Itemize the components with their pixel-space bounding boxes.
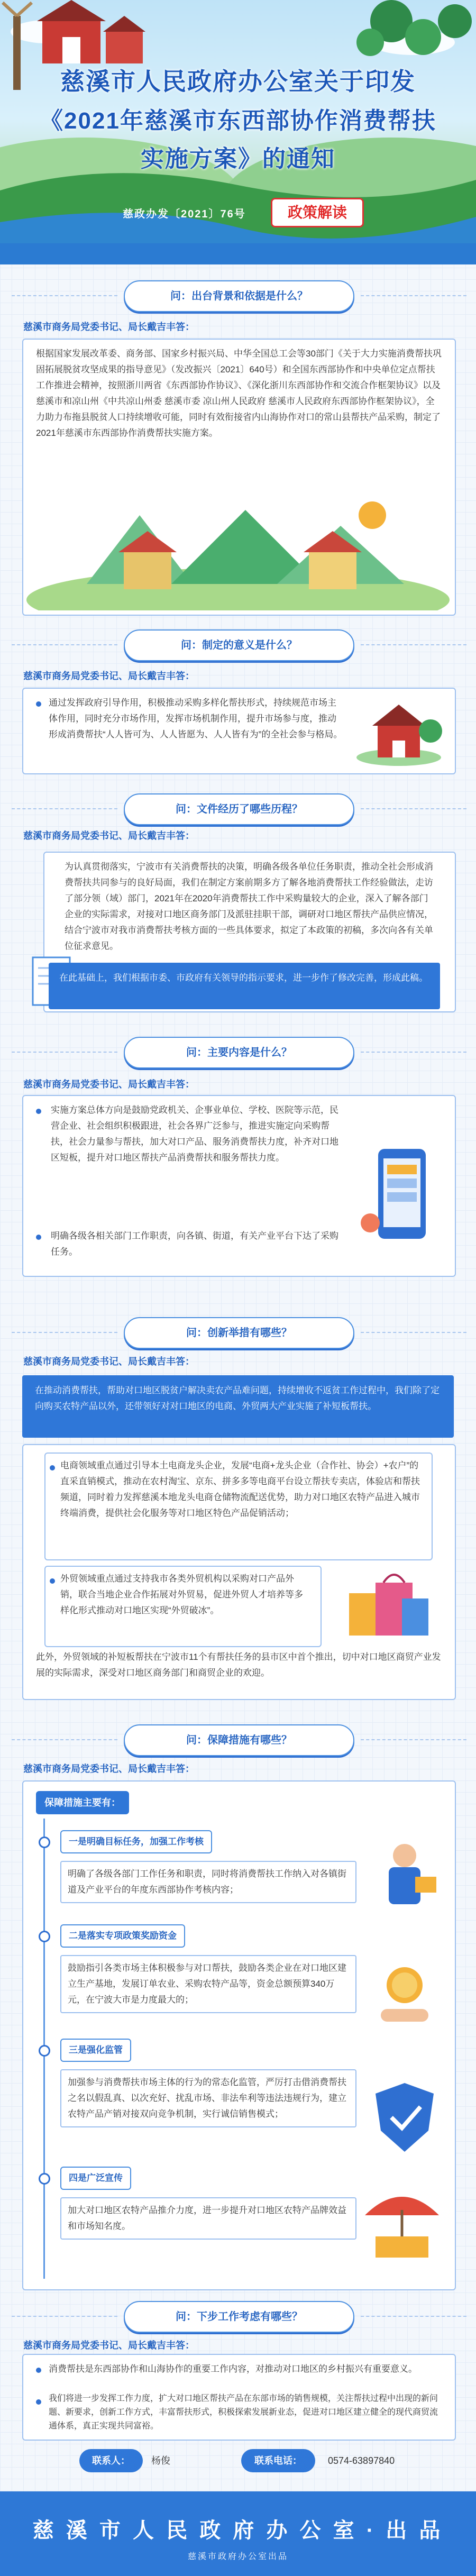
title-line-3: 实施方案》的通知 <box>141 146 335 172</box>
q2-text: 通过发挥政府引导作用，积极推动采购多样化帮扶形式，持续规范市场主体作用，同时充分市场作用，发挥市场机制作用，提升市场参与度，推动形成消费帮扶“人人皆可为、人人皆愿为、人人皆有为”的全社会参与格局。 <box>49 698 343 739</box>
barn-icon <box>351 694 446 768</box>
shopping-bags-icon <box>333 1561 439 1651</box>
q3-answer-label: 慈溪市商务局党委书记、局长戴吉丰答： <box>23 830 195 841</box>
q6-item-4-tag: 四是广泛宣传 <box>60 2167 131 2190</box>
timeline-dot-icon <box>39 2173 50 2185</box>
bullet-icon <box>36 2399 41 2405</box>
timeline-dot-icon <box>39 1931 50 1942</box>
q6-item-3-text: 加强参与消费帮扶市场主体的行为的常态化监管，严厉打击借消费帮扶之名以假乱真、以次充好、扰乱市场、非法牟利等违法违规行为，建立农特产品产销对接双向竞争机制，实行诚信销售模式； <box>60 2069 356 2127</box>
timeline-dot-icon <box>39 1837 50 1848</box>
market-umbrella-icon <box>354 2178 450 2268</box>
q7-item-2: 我们将进一步发挥工作力度，扩大对口地区帮扶产品在东部市场的销售规模，关注帮扶过程中出现的新问题、新要求，创新工作方式，丰富帮扶形式，积极探索发展新业态，促进对口地区建立健全的现代商贸流通体系，真正实现共同富裕。 <box>49 2394 438 2431</box>
village-illustration <box>23 494 453 610</box>
worker-icon <box>365 1834 444 1914</box>
bullet-icon <box>36 1235 41 1240</box>
q5-card <box>22 1444 456 1700</box>
q5-answer-label: 慈溪市商务局党委书记、局长戴吉丰答： <box>23 1356 195 1367</box>
bullet-icon <box>36 2368 41 2373</box>
q3-question: 问：文件经历了哪些历程？ <box>124 793 354 825</box>
q6-answer-label: 慈溪市商务局党委书记、局长戴吉丰答： <box>23 1764 195 1774</box>
title-line-1: 慈溪市人民政府办公室关于印发 <box>60 68 416 95</box>
q7-item-1: 消费帮扶是东西部协作和山海协作的重要工作内容，对推动对口地区的乡村振兴有重要意义。 <box>49 2364 417 2374</box>
contact-person: 杨俊 <box>151 2455 170 2466</box>
q4-answer-label: 慈溪市商务局党委书记、局长戴吉丰答： <box>23 1079 195 1090</box>
title-line-2: 《2021年慈溪市东西部协作消费帮扶 <box>40 108 436 134</box>
q4-question: 问：主要内容是什么？ <box>124 1037 354 1068</box>
q1-answer-label: 慈溪市商务局党委书记、局长戴吉丰答： <box>23 322 195 332</box>
q6-item-2-tag: 二是落实专项政策奖励资金 <box>60 1924 185 1948</box>
q6-item-4-text: 加大对口地区农特产品推介力度，进一步提升对口地区农特产品牌效益和市场知名度。 <box>60 2197 356 2240</box>
q4-text-1: 实施方案总体方向是鼓励党政机关、企事业单位、学校、医院等示范，民营企业、社会组织积极跟进，社会各界广泛参与，推进实施定向采购帮扶，社会力量参与帮扶，加大对口产品、服务消费帮扶力度，补齐对口地区短板，提升对口地区帮扶产品消费帮扶和服务帮扶力度。 <box>51 1105 338 1163</box>
q7-answer-label: 慈溪市商务局党委书记、局长戴吉丰答： <box>23 2340 195 2351</box>
q5-outro: 此外，外贸领域的补短板帮扶在宁波市11个有帮扶任务的县市区中首个推出，切中对口地区商贸产业发展的实际需求，深受对口地区商务部门和商贸企业的欢迎。 <box>36 1652 441 1678</box>
coin-hand-icon <box>365 1956 444 2035</box>
document-number: 慈政办发〔2021〕76号 <box>123 208 246 220</box>
q5-intro: 在推动消费帮扶，帮助对口地区脱贫户解决卖农产品难问题，持续增收不返贫工作过程中，我们除了定向购买农特产品以外，还带领好对对口地区的电商、外贸两大产业实施了补短板帮扶。 <box>22 1375 454 1438</box>
q2-answer-label: 慈溪市商务局党委书记、局长戴吉丰答： <box>23 671 195 681</box>
policy-interpretation-badge: 政策解读 <box>271 198 364 227</box>
q1-question: 问：出台背景和依据是什么？ <box>124 280 354 312</box>
bullet-icon <box>50 1578 55 1584</box>
q6-lead: 保障措施主要有： <box>36 1791 129 1814</box>
shield-icon <box>365 2078 444 2157</box>
q4-text-2: 明确各级各相关部门工作职责，向各镇、街道，有关产业平台下达了采购任务。 <box>51 1231 338 1257</box>
phone-shopping-icon <box>354 1144 444 1249</box>
q2-question: 问：制定的意义是什么？ <box>124 629 354 661</box>
bullet-icon <box>36 1109 41 1114</box>
q1-card <box>22 339 456 616</box>
q5-ecommerce: 电商领域重点通过引导本土电商龙头企业，发展“电商+龙头企业（合作社、协会）+农户”的直采直销模式，推动在农村淘宝、京东、拼多多等电商平台设立帮扶专卖店，体验店和帮扶频道，同时着力发挥慈溪本地龙头电商仓储物流配送优势，助力对口地区农特产品进入城市终端消费，提供社会化服务等对口地区特色产品促销活动； <box>60 1460 420 1518</box>
contact-phone-label: 联系电话： <box>241 2449 315 2472</box>
bullet-icon <box>36 701 41 707</box>
q6-item-2-text: 鼓励指引各类市场主体积极参与对口帮扶，鼓励各类企业在对口地区建立生产基地，发展订单农业、采购农特产品等，资金总额预算340万元，在宁波大市是力度最大的； <box>60 1955 356 2013</box>
q4-card <box>22 1095 456 1277</box>
q1-text: 根据国家发展改革委、商务部、国家乡村振兴局、中华全国总工会等30部门《关于大力实施消费帮扶巩固拓展脱贫攻坚成果的指导意见》（发改振兴〔2021〕640号）和全国东西部协作和中央单位定点帮扶工作推进会精神，按照浙川两省《东西部协作协议》、《深化浙川东西部协作和交流合作框架协议》以及慈溪市和凉山州《中共凉山州委 慈溪市委 凉山州人民政府 慈溪市人民政府东西部协作框架协议》，全力助力布拖县脱贫人口持续增收可能，同时有效衔接省内山海协作对口的常山县帮扶产品采购，制定了2021年慈溪市东西部协作消费帮扶实施方案。 <box>36 349 442 438</box>
q5-question: 问：创新举措有哪些？ <box>124 1317 354 1349</box>
contact-phone: 0574-63897840 <box>328 2455 395 2466</box>
q2-card <box>22 688 456 774</box>
q6-card <box>22 1780 456 2290</box>
q6-question: 问：保障措施有哪些？ <box>124 1724 354 1756</box>
q3-highlight: 在此基础上，我们根据市委、市政府有关领导的指示要求，进一步作了修改完善，形成此稿。 <box>49 963 440 1009</box>
q5-trade: 外贸领域重点通过支持我市各类外贸机构以采购对口产品外销，联合当地企业合作拓展对外贸易，促进外贸人才培养等多样化形式推动对口地区实现“外贸破冰”。 <box>60 1574 303 1615</box>
contact-person-label: 联系人： <box>79 2449 143 2472</box>
footer-subtitle: 慈溪市政府办公室出品 <box>187 2552 288 2561</box>
q7-card <box>22 2354 456 2441</box>
timeline-dot-icon <box>39 2045 50 2057</box>
q6-item-1-text: 明确了各级各部门工作任务和职责，同时将消费帮扶工作纳入对各镇街道及产业平台的年度东西部协作考核内容； <box>60 1861 356 1903</box>
bullet-icon <box>50 1465 55 1470</box>
q3-text: 为认真贯彻落实，宁波市有关消费帮扶的决策，明确各级各单位任务职责，推动全社会形成消费帮扶共同参与的良好局面，我们在制定方案前期多方了解各地消费帮扶工作经验做法，走访了部分领（域）部门，2021年在2020年消费帮扶工作中采购量较大的企业，深入了解各部门企业的实际需求，对接对口地区商务部门及派驻挂职干部，调研对口地区帮扶产品供应情况，结合宁波市对我市消费帮扶考核方面的一些具体要求，拟定了本政策的初稿，多次向各有关单位征求意见。 <box>65 862 433 951</box>
header-banner <box>0 0 476 264</box>
footer-title: 慈 溪 市 人 民 政 府 办 公 室 · 出 品 <box>32 2519 444 2542</box>
q6-item-3-tag: 三是强化监管 <box>60 2039 131 2062</box>
q7-question: 问：下步工作考虑有哪些？ <box>124 2301 354 2333</box>
q6-item-1-tag: 一是明确目标任务，加强工作考核 <box>60 1830 212 1853</box>
